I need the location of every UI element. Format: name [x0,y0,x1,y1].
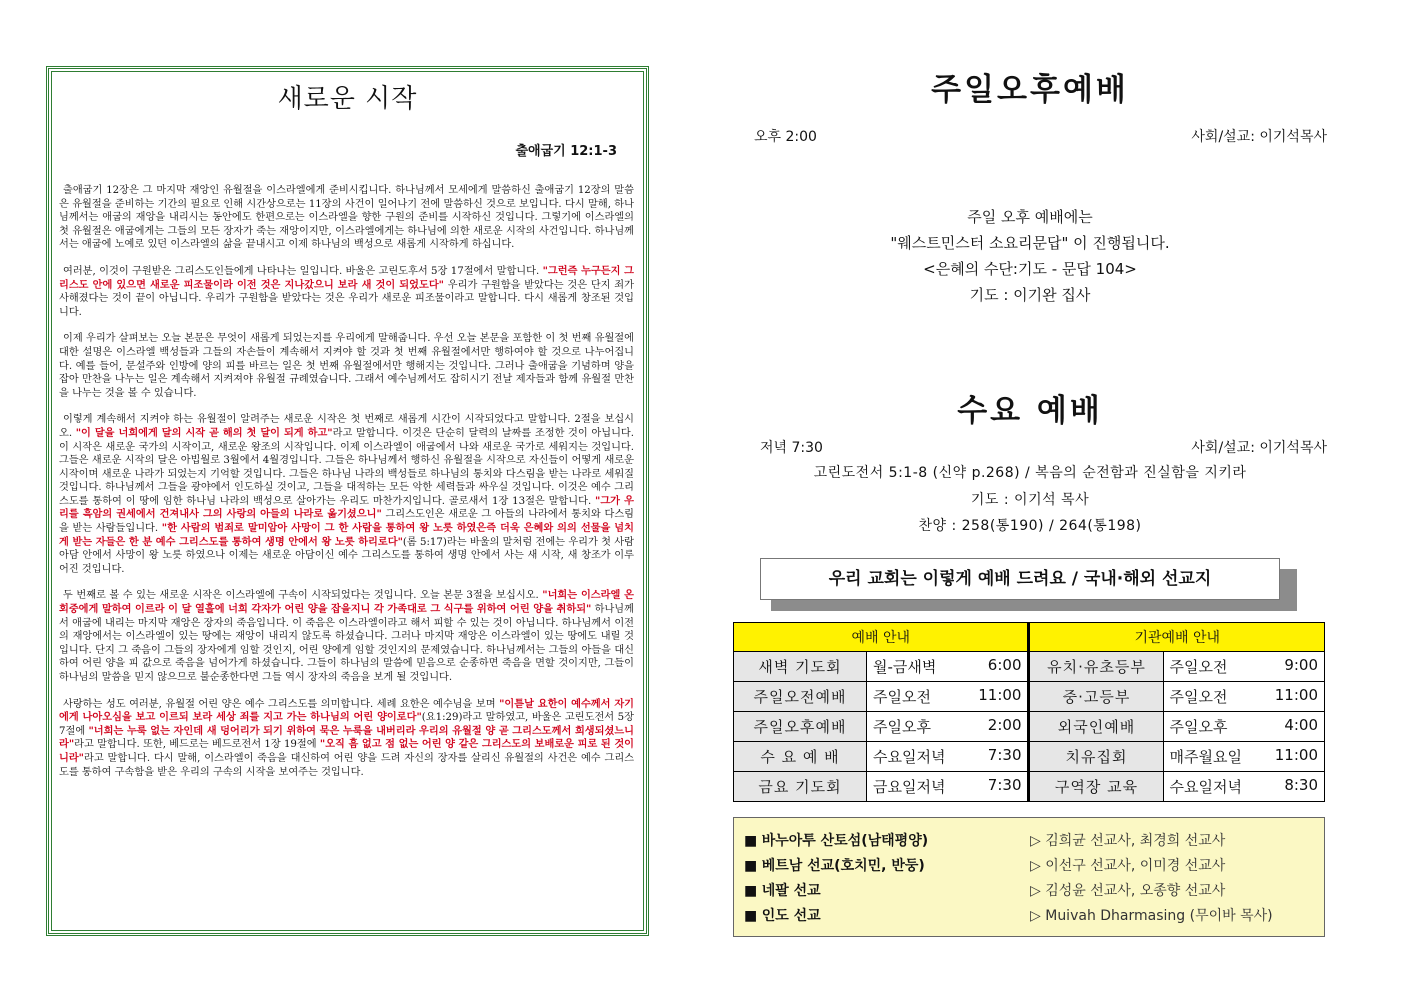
schedule-banner: 우리 교회는 이렇게 예배 드려요 / 국내·해외 선교지 [760,558,1280,600]
service-hour: 11:00 [978,686,1022,704]
wednesday-service-leader: 사회/설교: 이기석목사 [1191,440,1327,456]
arrow-right-icon: ▷ [1030,833,1041,849]
sunday-notice-line: <은혜의 수단:기도 - 문답 104> [923,260,1137,278]
service-time [867,742,1029,772]
group-time [1163,682,1324,712]
sermon-text: 라고 말합니다. 다시 말해, 이스라엘이 죽음을 대신하여 어린 양을 드려 자신의 장자를 살리신 유월절의 사건은 예수 그리스도를 통하여 구속함을 받은 우리의 구속의 시작을 보여주는 것입니다. [59,752,634,778]
wednesday-service-title: 수요 예배 [957,393,1103,429]
arrow-right-icon: ▷ [1030,858,1041,874]
mission-missionaries [1030,830,1225,850]
sermon-inner-border [51,71,644,931]
group-name: 치유집회 [1029,742,1163,772]
service-hour: 6:00 [987,656,1022,674]
wednesday-service-time: 저녁 7:30 [760,440,823,456]
arrow-right-icon: ▷ [1030,883,1041,899]
group-day: 매주월요일 [1169,748,1242,766]
group-day: 주일오후 [1169,718,1228,736]
scripture-quote: "너희는 이스라엘 온 회중에게 말하여 이르라 이 달 열흘에 너희 각자가 어린 양을 잡을지니 각 가족대로 그 식구를 위하여 어린 양을 취하되" [59,589,634,616]
group-time [1163,712,1324,742]
scripture-quote: "이튿날 요한이 예수께서 자기에게 나아오심을 보고 이르되 보라 세상 죄를 지고 가는 하나님의 어린 양이로다" [59,697,635,724]
table-header-groups: 기관예배 안내 [1029,623,1325,652]
service-time [867,772,1029,802]
service-name: 주일오후예배 [734,712,867,742]
service-name: 수 요 예 배 [734,742,867,772]
sermon-paragraph [59,265,634,319]
sermon-text: 그리스도인은 새로운 그 아들의 나라에서 통치와 다스림을 받는 사람들입니다. [59,509,635,535]
sunday-notice-line: 주일 오후 예배에는 [967,208,1093,226]
mission-missionaries [1030,905,1273,925]
mission-name: 네팔 선교 [761,883,821,899]
sunday-service-time: 오후 2:00 [754,129,817,145]
scripture-quote: "그가 우리를 흑암의 권세에서 건져내사 그의 사랑의 아들의 나라로 옮기셨으니" [59,494,634,521]
sermon-text: 우리가 구원함을 받았다는 것은 단지 죄가 사해졌다는 것이 끝이 아닙니다. 우리가 구원함을 받았다는 것은 우리가 새로운 피조물이라고 말합니다. 다시 새롭게 창조된 것입니다. [59,279,634,318]
bullet-square-icon: ■ [744,908,758,924]
wednesday-prayer: 기도 : 이기석 목사 [970,492,1090,508]
sermon-paragraph [59,413,634,576]
service-name: 새벽 기도회 [734,652,867,682]
sermon-text: 이렇게 계속해서 지켜야 하는 유월절이 알려주는 새로운 시작은 첫 번째로 새롭게 시간이 시작되었다고 말합니다. 2절을 보십시오. [59,414,634,439]
sermon-frame [46,66,649,936]
service-hour: 2:00 [987,716,1022,734]
service-day: 수요일저녁 [873,748,946,766]
sermon-text: (요1:29)라고 말하였고, 바울은 고린도전서 5장 7절에 [59,712,635,737]
scripture-quote: "한 사람의 범죄로 말미암아 사망이 그 한 사람을 통하여 왕 노릇 하였은즉 더욱 은혜와 의의 선물을 넘치게 받는 자들은 한 분 예수 그리스도를 통하여 생명 안에서 왕 노릇 하리로다" [59,522,634,548]
scripture-reference: 출애굽기 12:1-3 [515,144,617,159]
sermon-text: 하나님께서 애굽에 내리는 마지막 재앙은 장자의 죽음입니다. 이 죽음은 이스라엘이라고 해서 피할 수 있는 것이 아닙니다. 하나님께서 이전의 재앙에서는 이스라엘이 있는 땅에는 재앙이 내리지 않도록 하셨습니다. 그러나 마지막 재앙은 이스라엘이 있는 땅에도 내릴 것입니다. 단지 그 죽음이 그들의 장자에게 임할 것인지, 어린 양에게 임할 것인지의 문제였습니다. 하나님께서는 그들의 아들을 대신하여 어린 양을 피 값으로 죽음을 넘어가게 하셨습니다. 그들이 하나님의 말씀에 믿음으로 순종하면 죽음을 면할 것이지만, 그들이 하나님의 말씀을 믿지 않으므로 불순종한다면 그들 역시 장자의 죽음을 보게 될 것입니다. [59,604,634,683]
sermon-text: 라고 말합니다. 이것은 단순히 달력의 날짜를 조정한 것이 아닙니다. 이 시작은 새로운 국가의 시작이고, 새로운 왕조의 시작입니다. 이제 이스라엘이 애굽에서 나와 새로운 국가로 세워지는 것입니다. 그들은 새로운 시작의 달은 아빕월로 3월에서 4월경입니다. 그들은 하나님께서 행하신 유월절을 시작으로 자신들이 어떻게 새로운 시작이며 새로운 나라가 되었는지 기억할 것입니다. 그들은 하나님 나라의 백성들로 하나님의 통치와 다스림을 받는 나라로 세워질 것입니다. 하나님께서 그들을 광야에서 인도하실 것이고, 그들을 대적하는 모든 악한 세력들과 싸우실 것입니다. 이것은 예수 그리스도를 통하여 이 땅에 임한 하나님 나라의 백성으로 살아가는 우리도 마찬가지입니다. 골로새서 1장 13절은 말합니다. [59,427,634,507]
table-row [734,772,1325,802]
sermon-text: 여러분, 이것이 구원받은 그리스도인들에게 나타나는 일입니다. 바울은 고린도후서 5장 17절에서 말합니다. [63,265,543,277]
scripture-quote: "이 달을 너희에게 달의 시작 곧 해의 첫 달이 되게 하고" [75,426,333,439]
group-day: 수요일저녁 [1169,778,1242,796]
sermon-title: 새로운 시작 [277,84,418,114]
service-day: 금요일저녁 [873,778,946,796]
group-time [1163,772,1324,802]
sunday-notice-line: "웨스트민스터 소요리문답" 이 진행됩니다. [890,234,1170,252]
group-name: 중·고등부 [1029,682,1163,712]
missionary-names: Muivah Dharmasing (무이바 목사) [1045,908,1273,924]
scripture-quote: "오직 흠 없고 점 없는 어린 양 같은 그리스도의 보배로운 피로 된 것이니라" [59,738,634,764]
bullet-square-icon: ■ [744,883,758,899]
table-row [734,742,1325,772]
group-hour: 11:00 [1274,746,1318,764]
table-row [734,712,1325,742]
service-day: 주일오후 [873,718,931,736]
scripture-quote: "너희는 누룩 없는 자인데 새 덩어리가 되기 위하여 묵은 누룩을 내버리라 우리의 유월절 양 곧 그리스도께서 희생되셨느니라" [59,724,634,751]
service-time [867,652,1029,682]
mission-missionaries [1030,855,1225,875]
mission-item [744,830,928,850]
mission-name: 바누아투 산토섬(남태평양) [761,833,929,849]
group-hour: 9:00 [1284,656,1318,674]
service-time [867,712,1029,742]
group-time [1163,742,1324,772]
service-hour: 7:30 [987,776,1022,794]
sunday-notice-prayer: 기도 : 이기완 집사 [969,286,1091,304]
service-hour: 7:30 [987,746,1022,764]
arrow-right-icon: ▷ [1030,908,1041,924]
missionary-names: 이선구 선교사, 이미경 선교사 [1045,858,1226,874]
group-name: 유치·유초등부 [1029,652,1163,682]
mission-item [744,855,925,875]
scripture-quote: "그런즉 누구든지 그리스도 안에 있으면 새로운 피조물이라 이전 것은 지나갔으니 보라 새 것이 되었도다" [59,264,634,291]
sunday-service-leader: 사회/설교: 이기석목사 [1191,129,1327,145]
sermon-paragraph [59,184,634,252]
wednesday-scripture: 고린도전서 5:1-8 (신약 p.268) / 복음의 순전함과 진실함을 지키라 [813,465,1247,481]
missionary-names: 김희균 선교사, 최경희 선교사 [1045,833,1226,849]
bullet-square-icon: ■ [744,833,758,849]
group-hour: 11:00 [1274,686,1318,704]
sermon-body [59,184,634,792]
table-row [734,652,1325,682]
wednesday-hymns: 찬양 : 258(통190) / 264(통198) [918,518,1142,534]
group-day: 주일오전 [1169,658,1228,676]
sermon-paragraph [59,332,634,400]
worship-schedule-table [733,622,1325,802]
sermon-text: 라고 말합니다. 또한, 베드로는 베드로전서 1장 19절에 [74,739,320,751]
sermon-text: 두 번째로 볼 수 있는 새로운 시작은 이스라엘에 구속이 시작되었다는 것입니다. 오늘 본문 3절을 보십시오. [63,590,543,602]
sermon-text: 사랑하는 성도 여러분, 유월절 어린 양은 예수 그리스도를 의미합니다. 세례 요한은 예수님을 보며 [63,698,500,710]
table-row [734,682,1325,712]
mission-item [744,905,821,925]
group-hour: 4:00 [1284,716,1318,734]
sunday-service-title: 주일오후예배 [931,72,1129,108]
sermon-text: (롬 5:17)라는 바울의 말처럼 전에는 우리가 첫 사람 아담 안에서 사망이 왕 노릇 하였으나 이제는 새로운 아담이신 예수 그리스도를 통하여 생명 안에서 사는 새 시작, 새 창조가 이루어진 것입니다. [59,536,634,575]
mission-name: 인도 선교 [761,908,821,924]
service-day: 월-금새벽 [873,658,937,676]
group-hour: 8:30 [1284,776,1318,794]
group-time [1163,652,1324,682]
bullet-square-icon: ■ [744,858,758,874]
missionary-names: 김성윤 선교사, 오종향 선교사 [1045,883,1226,899]
service-name: 금요 기도회 [734,772,867,802]
service-day: 주일오전 [873,688,931,706]
sermon-text: 출애굽기 12장은 그 마지막 재앙인 유월절을 이스라엘에게 준비시킵니다. 하나님께서 모세에게 말씀하신 출애굽기 12장의 말씀은 유월절을 준비하는 기간의 필요로 인해 시간상으로는 11장의 사건이 일어나기 전에 말씀하신 것으로 보입니다. 다시 말해, 하나님께서는 애굽의 재앙을 내리시는 동안에도 한편으로는 이스라엘을 향한 구원의 준비를 시작하신 것입니다. 그렇기에 이스라엘의 첫 유월절은 애굽에게는 그들의 모든 장자가 죽는 재앙이지만, 이스라엘에게는 하나님에 의한 새로운 시작의 사건입니다. 하나님께서는 애굽에 노예로 있던 이스라엘의 삶을 끝내시고 이제 하나님의 백성으로 새롭게 시작하게 하십니다. [59,185,634,251]
sermon-paragraph [59,698,634,780]
group-name: 구역장 교육 [1029,772,1163,802]
mission-item [744,880,821,900]
missions-box [733,817,1325,937]
sermon-text: 이제 우리가 살펴보는 오늘 본문은 무엇이 새롭게 되었는지를 우리에게 말해줍니다. 우선 오늘 본문을 포함한 이 첫 번째 유월절에 대한 설명은 이스라엘 백성들과 그들의 자손들이 계속해서 지켜야 할 것과 첫 번째 유월절에서만 행하여야 할 것으로 나누어집니다. 예를 들어, 문설주와 인방에 양의 피를 바르는 일은 첫 번째 유월절에서만 행해지는 것입니다. 그러나 출애굽을 기념하며 양을 잡아 만찬을 나누는 일은 계속해서 지켜져야 유월절 규례였습니다. 그래서 예수님께서도 잡히시기 전날 제자들과 함께 유월절 만찬을 나누는 것을 볼 수 있습니다. [59,333,634,399]
mission-missionaries [1030,880,1225,900]
service-time [867,682,1029,712]
sermon-paragraph [59,589,634,684]
table-header-worship: 예배 안내 [734,623,1029,652]
group-name: 외국인예배 [1029,712,1163,742]
mission-name: 베트남 선교(호치민, 반둥) [761,858,925,874]
group-day: 주일오전 [1169,688,1228,706]
service-name: 주일오전예배 [734,682,867,712]
